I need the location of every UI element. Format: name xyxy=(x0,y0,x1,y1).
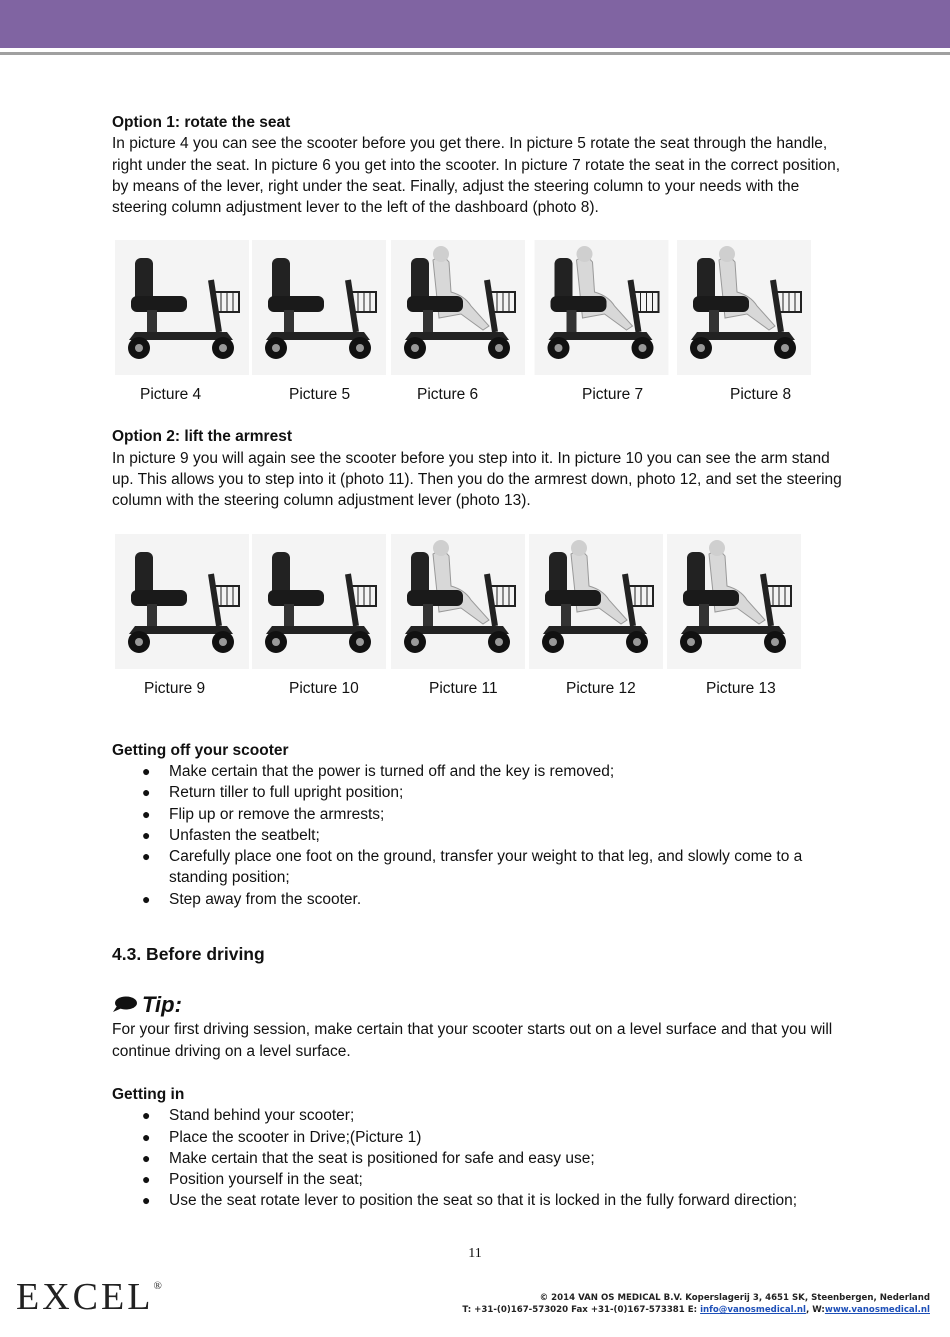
picture-12-photo xyxy=(529,534,663,669)
bullet-icon: ● xyxy=(142,1107,151,1124)
list-item: ● Make certain that the seat is positioned for safe and easy use; xyxy=(112,1148,842,1169)
picture-6-photo xyxy=(391,240,525,375)
bullet-icon: ● xyxy=(142,1171,151,1188)
option2-heading: Option 2: lift the armrest xyxy=(112,428,292,446)
list-item: ● Place the scooter in Drive;(Picture 1) xyxy=(112,1127,842,1148)
caption: Picture 13 xyxy=(706,679,776,697)
bullet-icon: ● xyxy=(142,1192,151,1209)
getting-off-list xyxy=(112,761,842,910)
picture-5-photo xyxy=(252,240,386,375)
caption: Picture 4 xyxy=(140,386,202,404)
bullet-icon: ● xyxy=(142,848,151,865)
bullet-icon: ● xyxy=(142,1149,151,1166)
picture-8-photo xyxy=(677,240,811,375)
list-item: ● Use the seat rotate lever to position the seat so that it is locked in the fully forward direction; xyxy=(112,1190,842,1211)
page-content xyxy=(112,112,842,1212)
option2-body: In picture 9 you will again see the scooter before you step into it. In picture 10 you can see the arm stand up. This allows you to step into it (photo 11). Then you do the armrest down, photo 12, and set the steering column with the steering column adjustment lever (photo 13). xyxy=(112,449,842,510)
option2-captions xyxy=(112,678,842,700)
bullet-icon: ● xyxy=(142,784,151,801)
bullet-icon: ● xyxy=(142,1128,151,1145)
caption: Picture 8 xyxy=(730,386,792,404)
header-bar xyxy=(0,0,950,48)
list-item: ● Return tiller to full upright position; xyxy=(112,782,842,803)
bullet-icon: ● xyxy=(142,805,151,822)
getting-off-heading: Getting off your scooter xyxy=(112,741,289,759)
tip-label: Tip: xyxy=(142,991,182,1017)
header-rule xyxy=(0,52,950,55)
picture-4-photo xyxy=(115,240,249,375)
option1-heading: Option 1: rotate the seat xyxy=(112,114,291,131)
list-item: ● Make certain that the power is turned off and the key is removed; xyxy=(112,761,842,782)
list-item: ● Stand behind your scooter; xyxy=(112,1105,842,1126)
picture-10-photo xyxy=(252,534,386,669)
picture-7-photo xyxy=(529,240,674,375)
caption: Picture 11 xyxy=(429,679,498,697)
list-item: ● Carefully place one foot on the ground, transfer your weight to that leg, and slowly come to a standing position; xyxy=(142,848,803,887)
bullet-icon: ● xyxy=(142,890,151,907)
option1-body: In picture 4 you can see the scooter before you get there. In picture 5 rotate the seat through the handle, right under the seat. In picture 6 you get into the scooter. In picture 7 rotate the seat in the correct position, by means of the lever, right under the seat. Finally, adjust the steering column to your needs with the steering column adjustment lever to the left of the dashboard (photo 8). xyxy=(112,135,841,217)
caption: Picture 12 xyxy=(566,679,636,697)
picture-13-photo xyxy=(667,534,801,669)
option1-captions xyxy=(112,384,842,406)
tip-heading xyxy=(112,989,842,1019)
bullet-icon: ● xyxy=(142,826,151,843)
list-item: ● Step away from the scooter. xyxy=(112,889,842,910)
footer-contact-line: T: +31-(0)167-573020 Fax +31-(0)167-573381 E: info@vanosmedical.nl, W:www.vanosmedical.nl xyxy=(462,1305,930,1315)
getting-in-list xyxy=(112,1105,842,1211)
section-title: 4.3. Before driving xyxy=(112,944,265,965)
speech-bubble-icon xyxy=(112,995,138,1013)
bullet-icon: ● xyxy=(142,762,151,779)
list-item: ● Unfasten the seatbelt; xyxy=(112,825,842,846)
page-number: 11 xyxy=(468,1246,482,1261)
website-link[interactable]: www.vanosmedical.nl xyxy=(824,1305,930,1315)
caption: Picture 7 xyxy=(582,386,644,404)
caption: Picture 9 xyxy=(144,679,206,697)
caption: Picture 10 xyxy=(289,679,359,697)
excel-logo: EXCEL® xyxy=(16,1276,165,1318)
list-item: ● Position yourself in the seat; xyxy=(112,1169,842,1190)
caption: Picture 5 xyxy=(289,386,351,404)
option1-photo-row xyxy=(112,240,842,380)
list-item: ● Flip up or remove the armrests; xyxy=(112,804,842,825)
option2-photo-row xyxy=(112,534,842,674)
footer-address: © 2014 VAN OS MEDICAL B.V. Koperslagerij 3, 4651 SK, Steenbergen, Nederland xyxy=(539,1293,930,1303)
picture-9-photo xyxy=(115,534,249,669)
tip-body: For your first driving session, make certain that your scooter starts out on a level surface and that you will continue driving on a level surface. xyxy=(112,1021,833,1060)
getting-in-heading: Getting in xyxy=(112,1085,185,1103)
caption: Picture 6 xyxy=(417,386,479,404)
footer-contact xyxy=(462,1292,930,1316)
email-link[interactable]: info@vanosmedical.nl xyxy=(700,1305,806,1315)
picture-11-photo xyxy=(391,534,525,669)
